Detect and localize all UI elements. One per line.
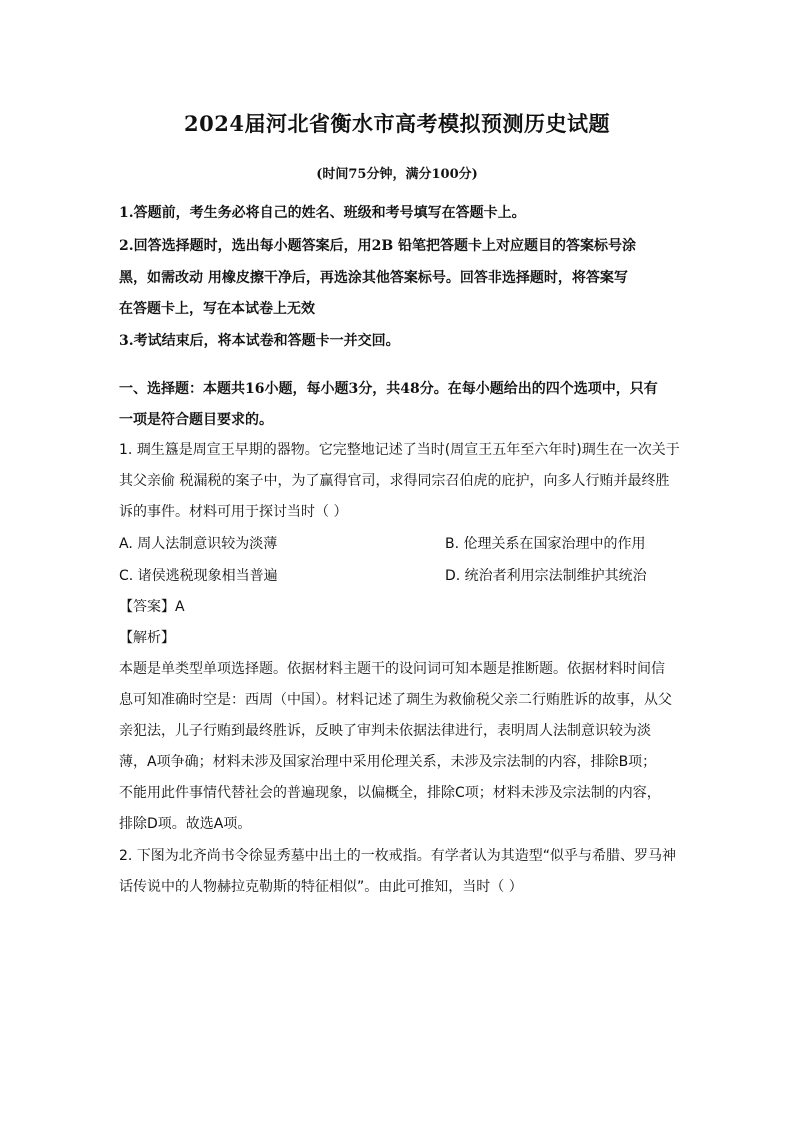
q1-stem-line-1: 1. 琱生簋是周宣王早期的器物。它完整地记述了当时(周宣王五年至六年时)琱生在一次关于 — [119, 442, 680, 458]
exam-time-note: (时间75分钟，满分100分) — [316, 167, 478, 182]
q1-analysis-line-6: 排除D项。故选A项。 — [119, 816, 252, 832]
section-heading: 一、选择题：本题共16小题，每小题3分，共48分。在每小题给出的四个选项中，只有 — [119, 381, 658, 397]
q1-analysis-line-3: 亲犯法，儿子行贿到最终胜诉，反映了审判未依据法律进行，表明周人法制意识较为淡 — [119, 723, 651, 739]
q1-analysis-label: 【解析】 — [119, 630, 175, 646]
page-title: 2024届河北省衡水市高考模拟预测历史试题 — [184, 111, 610, 136]
instruction-1: 1.答题前，考生务必将自己的姓名、班级和考号填写在答题卡上。 — [119, 205, 526, 221]
q1-option-c: C. 诸侯逃税现象相当普遍 — [119, 568, 278, 584]
instruction-2-cont: 黑，如需改动 用橡皮擦干净后，再选涂其他答案标号。回答非选择题时，将答案写 — [119, 270, 628, 286]
q2-stem-line-2: 话传说中的人物赫拉克勒斯的特征相似”。由此可推知，当时（ ） — [119, 879, 523, 895]
q1-analysis-line-4: 薄，A项争确；材料未涉及国家治理中采用伦理关系，未涉及宗法制的内容，排除B项； — [119, 754, 657, 770]
instruction-3: 3.考试结束后，将本试卷和答题卡一并交回。 — [119, 333, 400, 349]
q1-stem-line-2: 其父亲偷 税漏税的案子中，为了赢得官司，求得同宗召伯虎的庇护，向多人行贿并最终胜 — [119, 473, 670, 489]
q1-analysis-line-5: 不能用此件事情代替社会的普遍现象，以偏概全，排除C项；材料未涉及宗法制的内容， — [119, 785, 661, 801]
q1-stem-line-3: 诉的事件。材料可用于探讨当时（ ） — [119, 504, 348, 520]
q1-option-d: D. 统治者利用宗法制维护其统治 — [445, 568, 647, 584]
q2-stem-line-1: 2. 下图为北齐尚书令徐显秀墓中出土的一枚戒指。有学者认为其造型“似乎与希腊、罗马神 — [119, 848, 677, 864]
q1-option-a: A. 周人法制意识较为淡薄 — [119, 536, 278, 552]
instruction-2: 2.回答选择题时，选出每小题答案后，用2B 铅笔把答题卡上对应题目的答案标号涂 — [119, 238, 637, 254]
q1-analysis-line-1: 本题是单类型单项选择题。依据材料主题干的设问词可知本题是推断题。依据材料时间信 — [119, 661, 665, 677]
section-heading-cont: 一项是符合题目要求的。 — [119, 412, 273, 428]
instruction-2-cont2: 在答题卡上，写在本试卷上无效 — [119, 301, 315, 317]
q1-answer: 【答案】A — [119, 599, 185, 615]
q1-analysis-line-2: 息可知准确时空是：西周（中国）。材料记述了琱生为救偷税父亲二行贿胜诉的故事，从父 — [119, 692, 672, 708]
q1-option-b: B. 伦理关系在国家治理中的作用 — [445, 536, 646, 552]
